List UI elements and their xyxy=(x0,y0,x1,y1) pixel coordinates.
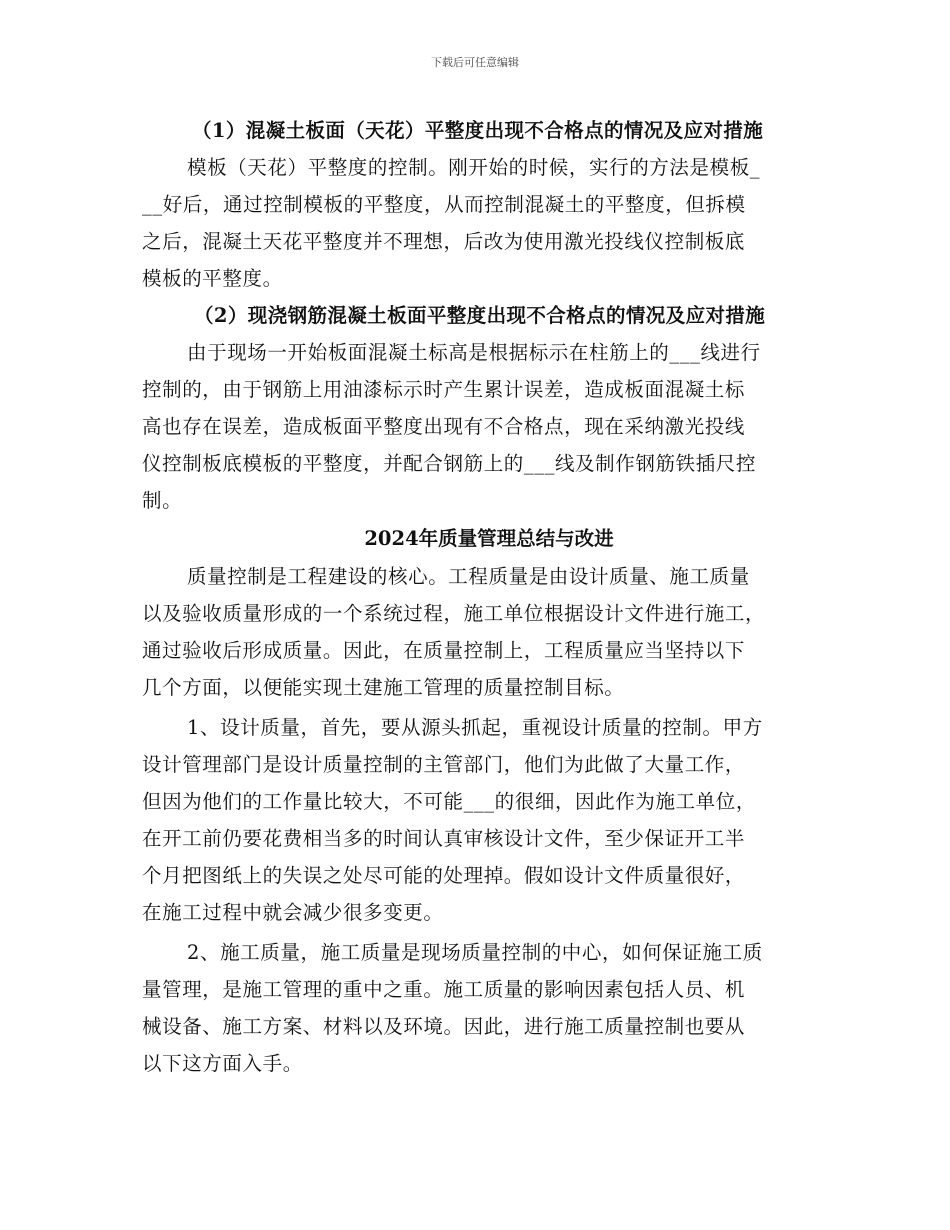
paragraph-line: 但因为他们的工作量比较大，不可能___的很细，因此作为施工单位， xyxy=(142,790,756,813)
section-heading-1: （1）混凝土板面（天花）平整度出现不合格点的情况及应对措施 xyxy=(192,119,764,142)
paragraph-line: 仪控制板底模板的平整度，并配合钢筋上的___线及制作钢筋铁插尺控 xyxy=(142,452,756,475)
paragraph-line: 个月把图纸上的失误之处尽可能的处理掉。假如设计文件质量很好， xyxy=(142,864,746,887)
paragraph-line: 质量控制是工程建设的核心。工程质量是由设计质量、施工质量 xyxy=(187,565,750,588)
paragraph-line: 由于现场一开始板面混凝土标高是根据标示在柱筋上的___线进行 xyxy=(187,341,761,364)
paragraph-line: 以及验收质量形成的一个系统过程，施工单位根据设计文件进行施工， xyxy=(142,602,766,625)
document-body xyxy=(142,112,812,1082)
section-2-paragraph xyxy=(142,334,812,519)
paragraph-line: 以下这方面入手。 xyxy=(142,1052,303,1075)
intro-paragraph xyxy=(142,558,812,706)
paragraph-line: 模板（天花）平整度的控制。刚开始的时候，实行的方法是模板_ xyxy=(187,156,761,179)
paragraph-line: __好后，通过控制模板的平整度，从而控制混凝土的平整度，但拆模 xyxy=(142,193,746,216)
section-heading-2: （2）现浇钢筋混凝土板面平整度出现不合格点的情况及应对措施 xyxy=(194,304,766,327)
paragraph-line: 1、设计质量，首先，要从源头抓起，重视设计质量的控制。甲方 xyxy=(187,716,763,739)
paragraph-line: 模板的平整度。 xyxy=(142,267,283,290)
page-header-note: 下载后可任意编辑 xyxy=(431,56,519,69)
document-title: 2024年质量管理总结与改进 xyxy=(364,527,614,550)
paragraph-line: 控制的，由于钢筋上用油漆标示时产生累计误差，造成板面混凝土标 xyxy=(142,378,746,401)
paragraph-line: 械设备、施工方案、材料以及环境。因此，进行施工质量控制也要从 xyxy=(142,1015,746,1038)
point-1-paragraph xyxy=(142,709,812,931)
paragraph-line: 通过验收后形成质量。因此，在质量控制上，工程质量应当坚持以下 xyxy=(142,639,746,662)
paragraph-line: 在开工前仍要花费相当多的时间认真审核设计文件，至少保证开工半 xyxy=(142,827,746,850)
paragraph-line: 2、施工质量，施工质量是现场质量控制的中心，如何保证施工质 xyxy=(187,941,763,964)
paragraph-line: 量管理，是施工管理的重中之重。施工质量的影响因素包括人员、机 xyxy=(142,978,746,1001)
paragraph-line: 几个方面，以便能实现土建施工管理的质量控制目标。 xyxy=(142,676,625,699)
paragraph-line: 在施工过程中就会减少很多变更。 xyxy=(142,901,444,924)
paragraph-line: 设计管理部门是设计质量控制的主管部门，他们为此做了大量工作， xyxy=(142,753,746,776)
section-1-paragraph xyxy=(142,149,812,297)
paragraph-line: 之后，混凝土天花平整度并不理想，后改为使用激光投线仪控制板底 xyxy=(142,230,746,253)
point-2-paragraph xyxy=(142,934,812,1082)
paragraph-line: 制。 xyxy=(142,489,183,512)
paragraph-line: 高也存在误差，造成板面平整度出现有不合格点，现在采纳激光投线 xyxy=(142,415,746,438)
